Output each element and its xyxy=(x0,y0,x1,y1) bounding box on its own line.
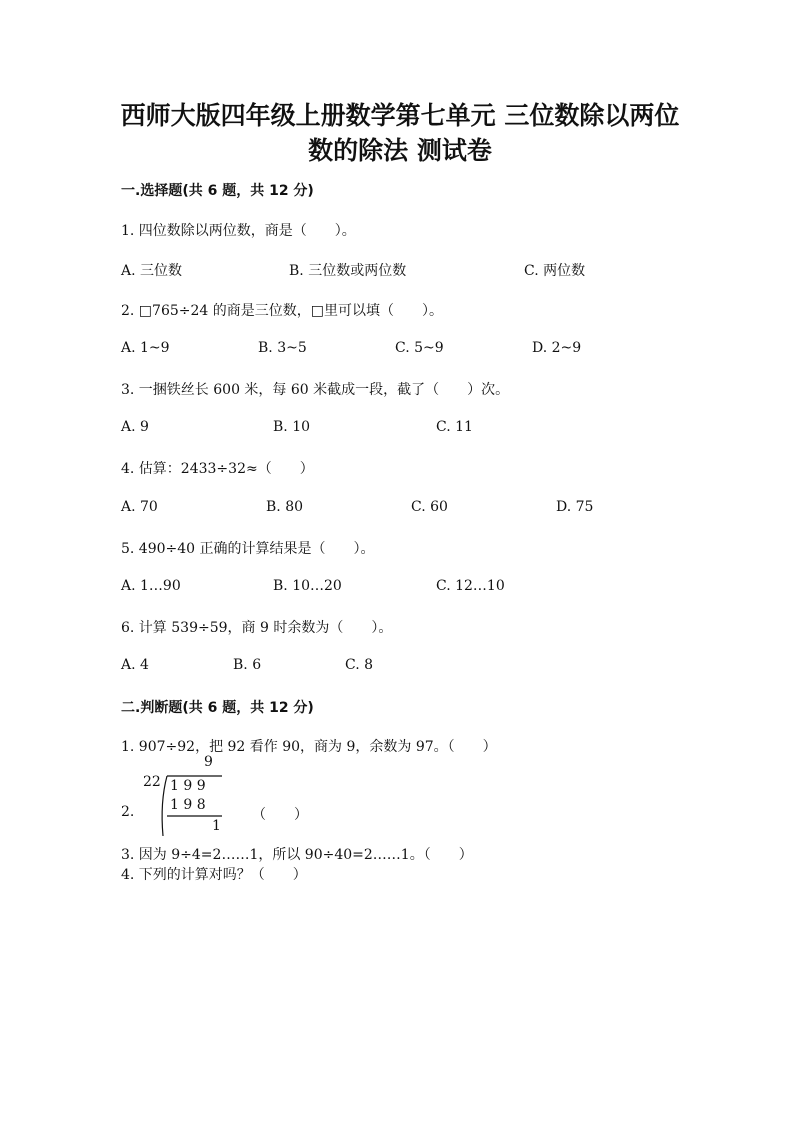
judgment-question-4: 4. 下列的计算对吗？（ ） xyxy=(121,867,307,883)
judgment-question-3: 3. 因为 9÷4=2……1，所以 90÷40=2……1。（ ） xyxy=(121,847,473,863)
question-3: 3. 一捆铁丝长 600 米，每 60 米截成一段，截了（ ）次。 xyxy=(121,382,510,398)
q5-option-c[interactable]: C. 12…10 xyxy=(436,578,505,594)
page-title-line-2: 数的除法 测试卷 xyxy=(308,136,492,165)
question-6: 6. 计算 539÷59，商 9 时余数为（ ）。 xyxy=(121,620,393,636)
q2-option-b[interactable]: B. 3~5 xyxy=(258,340,307,356)
question-5: 5. 490÷40 正确的计算结果是（ ）。 xyxy=(121,541,375,557)
question-2: 2. □765÷24 的商是三位数，□里可以填（ ）。 xyxy=(121,303,443,319)
q2-option-c[interactable]: C. 5~9 xyxy=(395,340,444,356)
q3-option-c[interactable]: C. 11 xyxy=(436,419,473,435)
q3-option-b[interactable]: B. 10 xyxy=(273,419,311,435)
q4-option-d[interactable]: D. 75 xyxy=(556,499,594,515)
division-dividend: 1 9 9 xyxy=(170,778,206,794)
division-divisor: 22 xyxy=(143,774,161,790)
q1-option-a[interactable]: A. 三位数 xyxy=(121,263,183,279)
q1-option-b[interactable]: B. 三位数或两位数 xyxy=(289,263,407,279)
q5-option-a[interactable]: A. 1…90 xyxy=(121,578,181,594)
section-heading-choice: 一.选择题(共 6 题，共 12 分) xyxy=(121,183,314,199)
q4-option-a[interactable]: A. 70 xyxy=(121,499,158,515)
q2-option-a[interactable]: A. 1~9 xyxy=(121,340,170,356)
division-product: 1 9 8 xyxy=(170,797,206,813)
judgment-question-2-label: 2. xyxy=(121,804,135,820)
division-remainder: 1 xyxy=(212,818,221,834)
question-4: 4. 估算：2433÷32≈（ ） xyxy=(121,461,314,477)
q3-option-a[interactable]: A. 9 xyxy=(121,419,149,435)
division-quotient: 9 xyxy=(204,754,213,770)
q4-option-b[interactable]: B. 80 xyxy=(266,499,304,515)
long-division-figure xyxy=(140,752,240,842)
question-1: 1. 四位数除以两位数，商是（ ）。 xyxy=(121,223,356,239)
q4-option-c[interactable]: C. 60 xyxy=(411,499,448,515)
judgment-question-1: 1. 907÷92，把 92 看作 90，商为 9，余数为 97。（ ） xyxy=(121,739,497,755)
section-heading-judgment: 二.判断题(共 6 题，共 12 分) xyxy=(121,700,314,716)
q2-option-d[interactable]: D. 2~9 xyxy=(532,340,582,356)
q5-option-b[interactable]: B. 10…20 xyxy=(273,578,342,594)
q1-option-c[interactable]: C. 两位数 xyxy=(524,263,586,279)
q6-option-c[interactable]: C. 8 xyxy=(345,657,374,673)
judgment-question-2-paren: （ ） xyxy=(252,807,308,823)
q6-option-b[interactable]: B. 6 xyxy=(233,657,262,673)
q6-option-a[interactable]: A. 4 xyxy=(121,657,149,673)
page-title-line-1: 西师大版四年级上册数学第七单元 三位数除以两位 xyxy=(120,101,680,130)
